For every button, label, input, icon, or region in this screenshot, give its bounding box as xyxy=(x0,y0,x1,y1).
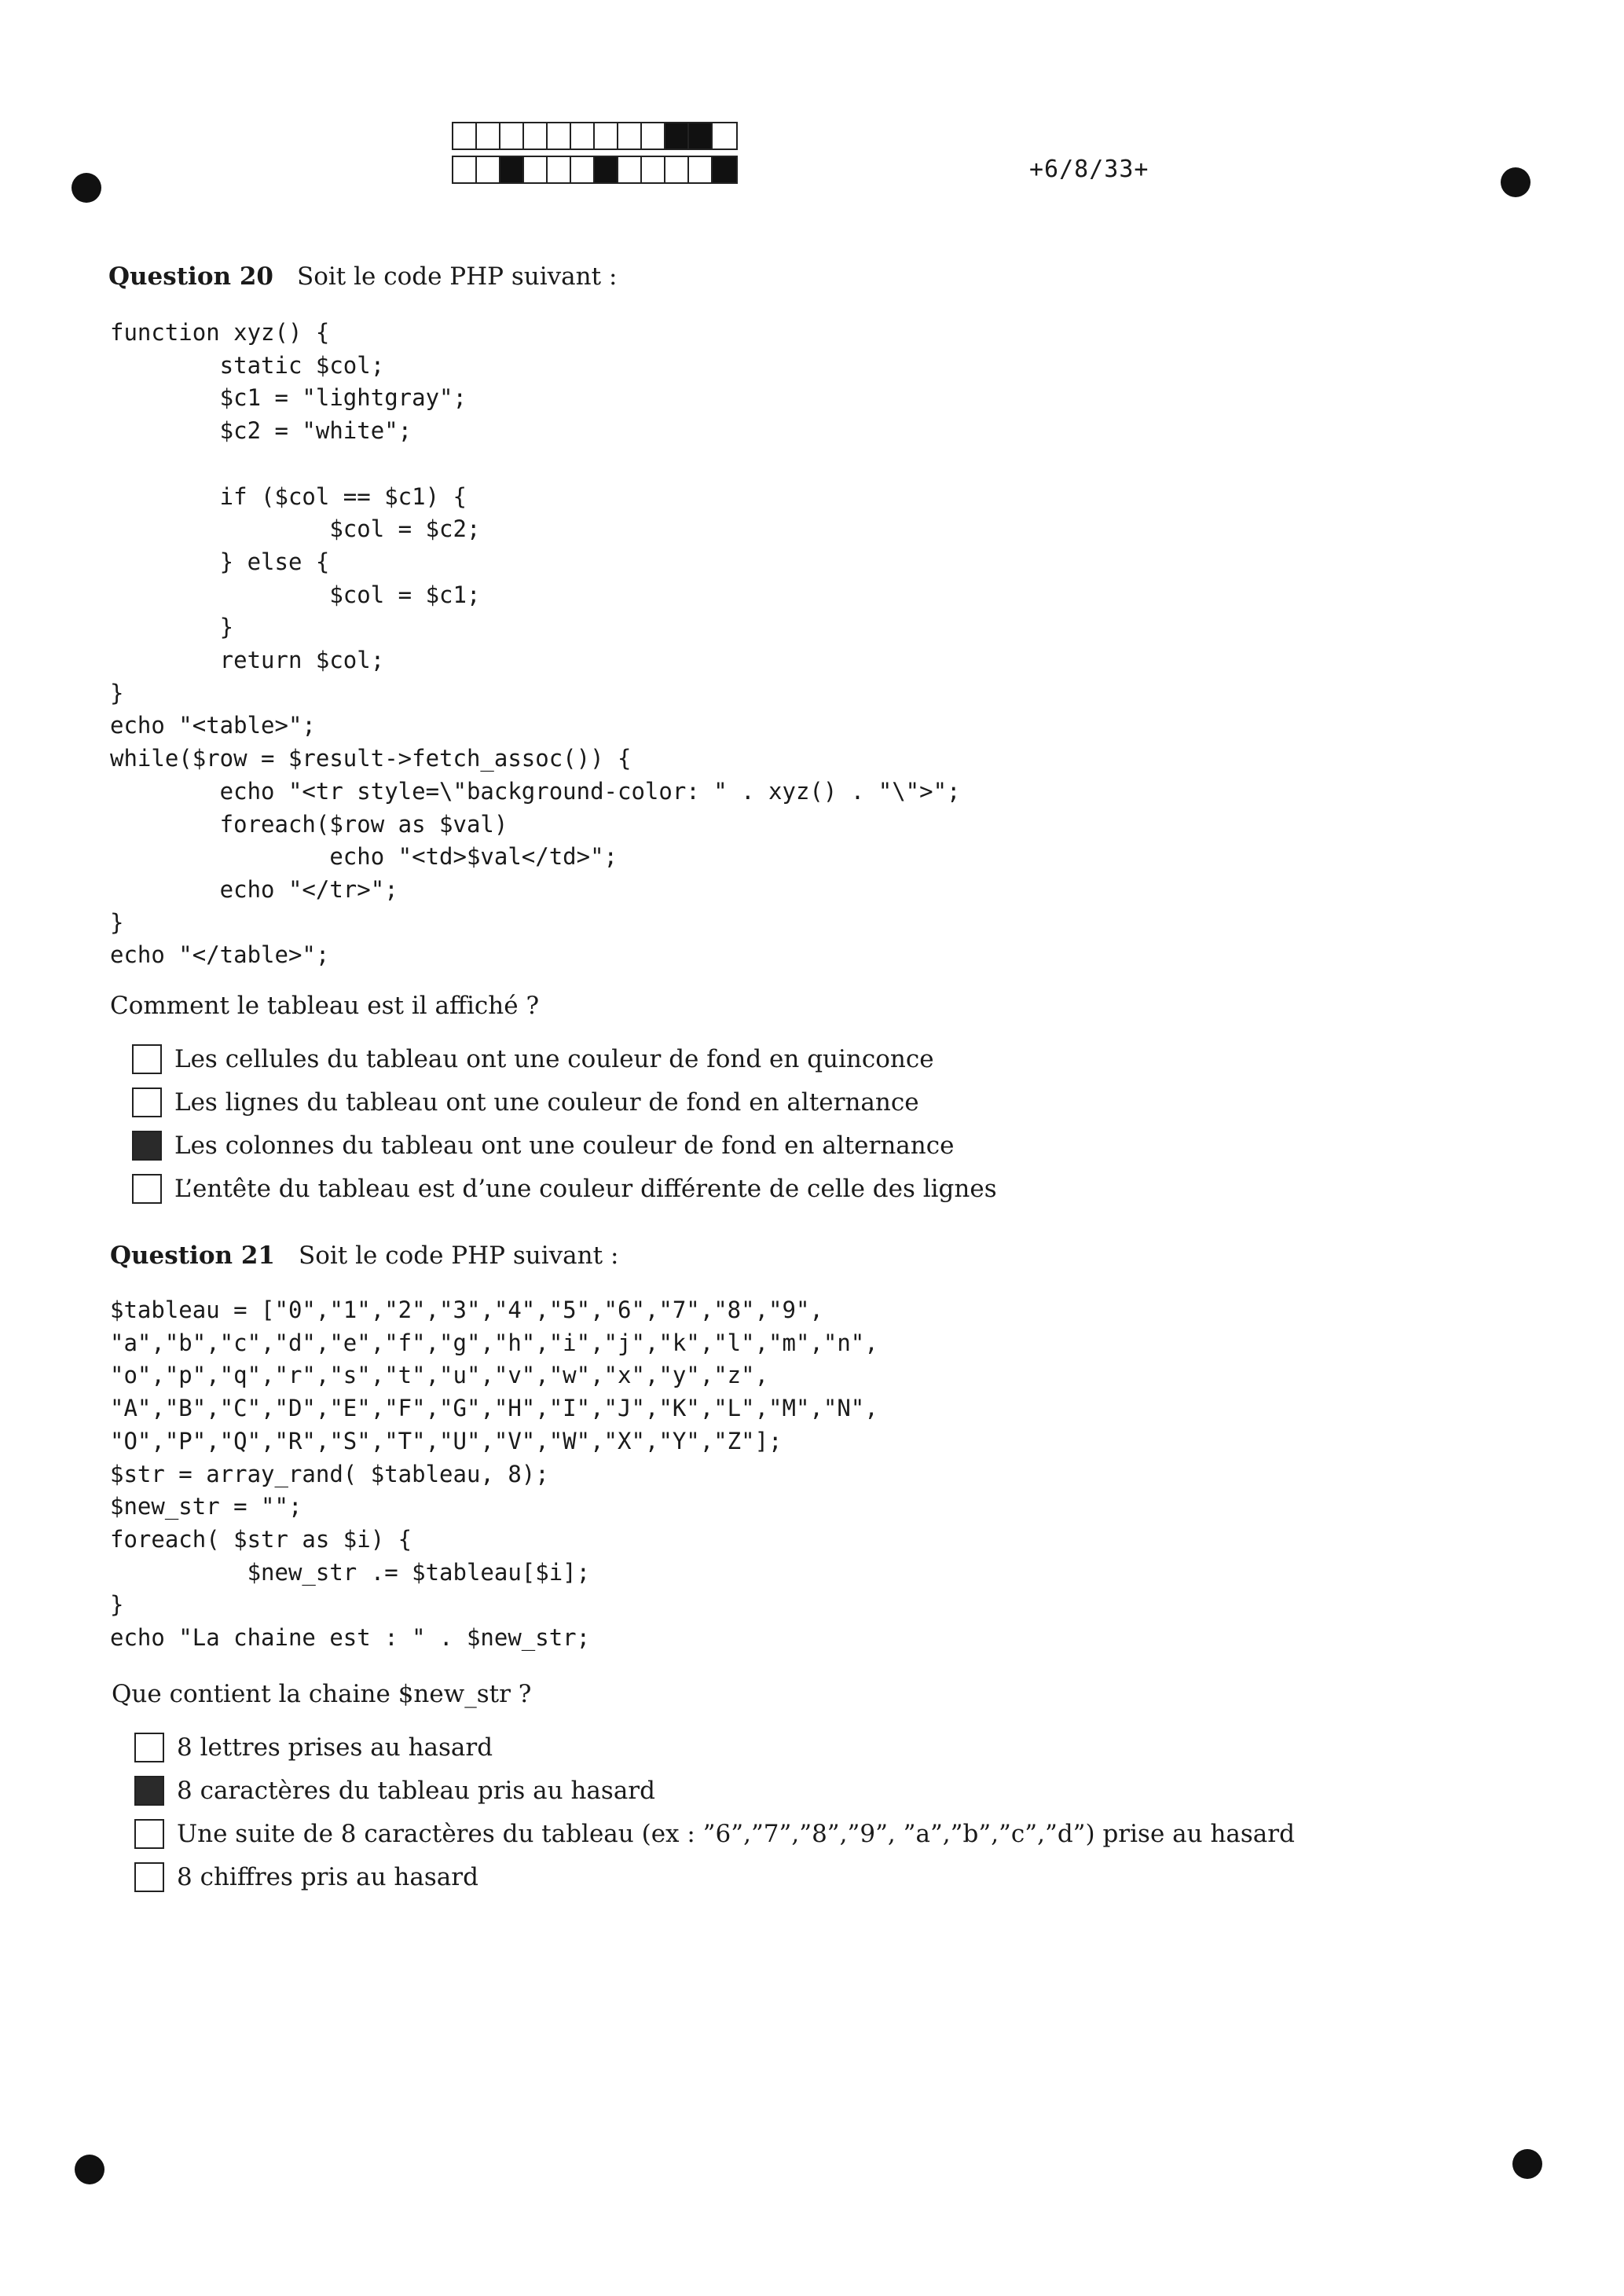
question-20-title xyxy=(108,262,617,291)
answer-option[interactable] xyxy=(134,1769,1295,1812)
barcode-cell xyxy=(477,123,500,149)
registration-mark-top-right xyxy=(1501,167,1531,197)
question-21-title xyxy=(110,1242,618,1270)
barcode-cell xyxy=(500,123,524,149)
barcode-cell xyxy=(665,123,689,149)
answer-checkbox[interactable] xyxy=(132,1087,162,1117)
answer-option[interactable] xyxy=(132,1167,997,1210)
answer-option[interactable] xyxy=(132,1037,997,1080)
barcode-cell xyxy=(477,157,500,182)
registration-mark-bottom-right xyxy=(1512,2149,1542,2179)
answer-option[interactable] xyxy=(132,1124,997,1167)
barcode-cell xyxy=(571,157,595,182)
answer-checkbox[interactable] xyxy=(132,1044,162,1074)
barcode-cell xyxy=(453,157,477,182)
barcode-cell xyxy=(713,157,736,182)
answer-label: 8 chiffres pris au hasard xyxy=(177,1862,478,1891)
question-intro: Soit le code PHP suivant : xyxy=(296,262,618,291)
registration-mark-top-left xyxy=(71,173,101,203)
barcode-cell xyxy=(500,157,524,182)
barcode-cell xyxy=(571,123,595,149)
barcode-cell xyxy=(689,157,713,182)
barcode-cell xyxy=(595,157,618,182)
question-21-options xyxy=(134,1726,1295,1898)
answer-checkbox[interactable] xyxy=(132,1131,162,1161)
question-intro: Soit le code PHP suivant : xyxy=(298,1242,619,1270)
question-21-code: $tableau = ["0","1","2","3","4","5","6","7","8","9", "a","b","c","d","e","f","g","h","i","j","k","l","m","n", "o","p","q","r","s","t","u","v","w","x","y","z", "A","B","C","D","E","F","G","H","I","J","K","L","M","N", "O","P","Q","R","S","T","U","V","W","X","Y","Z"]; $str = array_rand( $tableau, 8); $new_str = ""; foreach( $str as $i) { $new_str .= $tableau[$i]; } echo "La chaine est : " . $new_str; xyxy=(110,1297,878,1652)
question-number: Question 20 xyxy=(108,262,273,291)
barcode-cell xyxy=(595,123,618,149)
question-20-prompt: Comment le tableau est il affiché ? xyxy=(110,992,540,1020)
barcode-cell xyxy=(524,157,548,182)
barcode-cell xyxy=(618,123,642,149)
barcode-cell xyxy=(642,123,665,149)
answer-checkbox[interactable] xyxy=(134,1819,164,1849)
answer-label: L’entête du tableau est d’une couleur différente de celle des lignes xyxy=(174,1174,997,1203)
registration-mark-bottom-left xyxy=(75,2155,104,2184)
barcode-cell xyxy=(524,123,548,149)
barcode-row-bottom xyxy=(452,156,738,184)
answer-label: Les lignes du tableau ont une couleur de fond en alternance xyxy=(174,1087,919,1117)
barcode-cell xyxy=(642,157,665,182)
answer-option[interactable] xyxy=(134,1855,1295,1898)
answer-label: Les colonnes du tableau ont une couleur de fond en alternance xyxy=(174,1131,955,1160)
answer-option[interactable] xyxy=(132,1080,997,1124)
barcode-row-top xyxy=(452,122,738,150)
question-20-code: function xyz() { static $col; $c1 = "lightgray"; $c2 = "white"; if ($col == $c1) { $col = $c2; } else { $col = $c1; } return $col; } echo "<table>"; while($row = $result->fetch_assoc()) { echo "<tr style=\"background-color: " . xyz() . "\">"; foreach($row as $val) echo "<td>$val</td>"; echo "</tr>"; } echo "</table>"; xyxy=(110,319,961,969)
answer-checkbox[interactable] xyxy=(134,1733,164,1762)
barcode-cell xyxy=(713,123,736,149)
answer-checkbox[interactable] xyxy=(134,1862,164,1892)
answer-label: 8 lettres prises au hasard xyxy=(177,1733,493,1762)
answer-option[interactable] xyxy=(134,1726,1295,1769)
barcode-cell xyxy=(548,157,571,182)
barcode-cell xyxy=(453,123,477,149)
answer-checkbox[interactable] xyxy=(132,1174,162,1204)
answer-label: Une suite de 8 caractères du tableau (ex : ”6”,”7”,”8”,”9”, ”a”,”b”,”c”,”d”) prise au hasard xyxy=(177,1819,1295,1848)
barcode-cell xyxy=(548,123,571,149)
barcode-cell xyxy=(618,157,642,182)
barcode-cell xyxy=(689,123,713,149)
answer-option[interactable] xyxy=(134,1812,1295,1855)
question-number: Question 21 xyxy=(110,1242,275,1270)
question-20-options xyxy=(132,1037,997,1210)
barcode-cell xyxy=(665,157,689,182)
answer-checkbox[interactable] xyxy=(134,1776,164,1806)
answer-label: 8 caractères du tableau pris au hasard xyxy=(177,1776,655,1805)
question-21-prompt: Que contient la chaine $new_str ? xyxy=(112,1680,532,1708)
page-identifier: +6/8/33+ xyxy=(1029,156,1149,183)
answer-label: Les cellules du tableau ont une couleur de fond en quinconce xyxy=(174,1044,934,1073)
